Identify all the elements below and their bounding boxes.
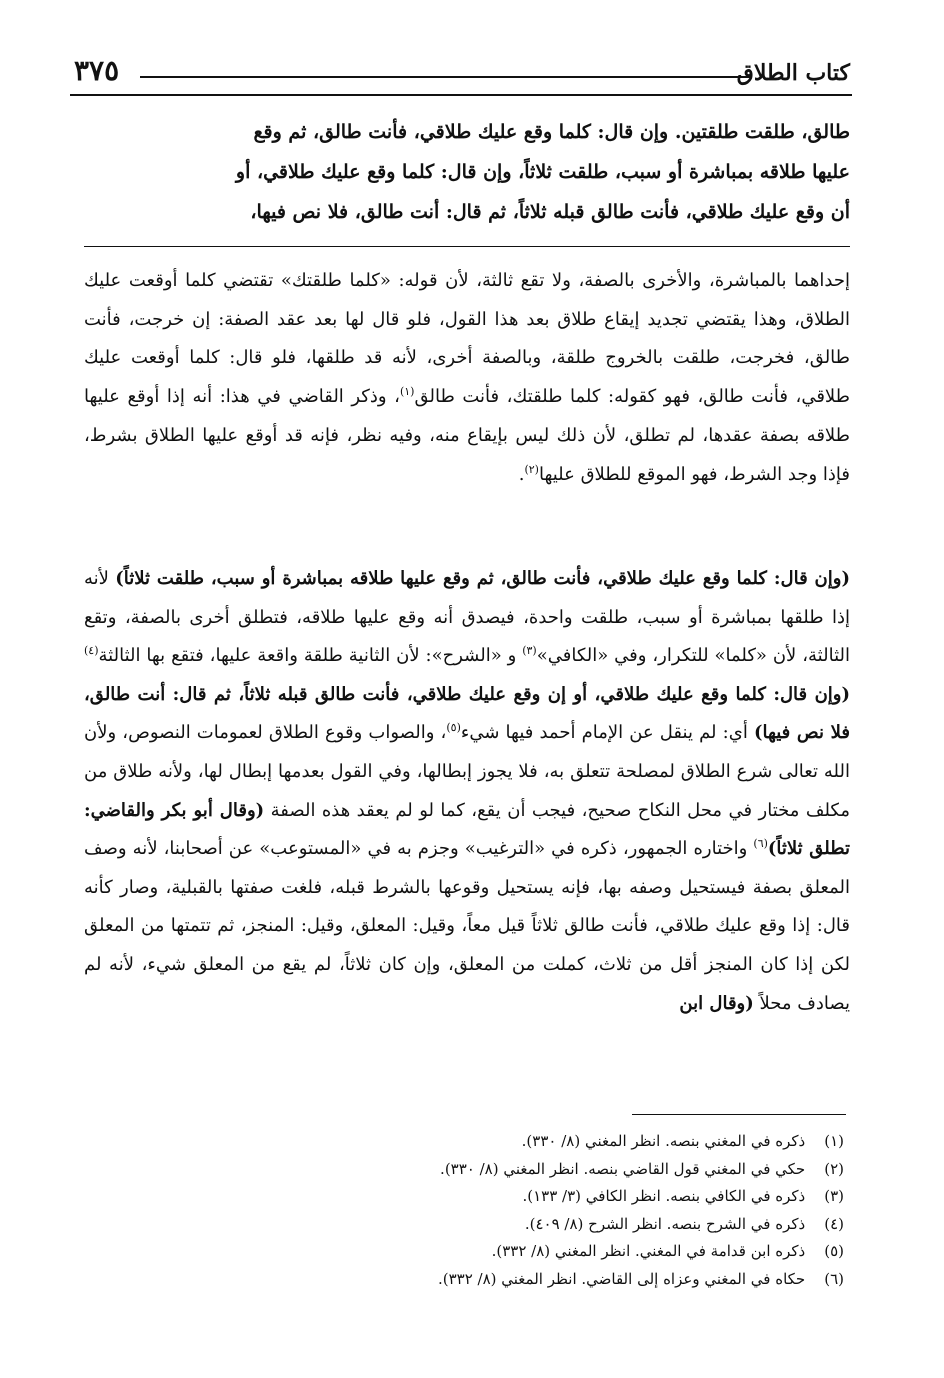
commentary-text: ، وذكر القاضي في هذا: أنه إذا أوقع عليها طلاقه بصفة عقدها، لم تطلق، لأن ذلك ليس بإيقاع منه، وفيه نظر، فإنه قد أوقع عليها الطلاق بشرط، فإذا وجد الشرط، فهو الموقع للطلاق عليها	[84, 386, 850, 485]
footnote-number: (٢)	[824, 1159, 844, 1178]
commentary-paragraph-1	[84, 262, 850, 494]
matn-separator	[84, 246, 850, 247]
quoted-matn: (وقال ابن	[679, 992, 754, 1014]
footnote-text: ذكره في الشرح بنصه. انظر الشرح (٨/ ٤٠٩).	[524, 1214, 806, 1233]
footnote	[438, 1128, 844, 1156]
matn-line: أن وقع عليك طلاقي، فأنت طالق قبله ثلاثاً، ثم قال: أنت طالق، فلا نص فيها،	[250, 201, 850, 223]
footnote-ref: (٤)	[84, 644, 99, 658]
footnote-separator	[632, 1114, 846, 1115]
footnote-text: حكاه في المغني وعزاه إلى القاضي. انظر المغني (٨/ ٣٣٢).	[437, 1269, 806, 1288]
footnote-number: (٦)	[824, 1269, 844, 1288]
footnote-ref: (١)	[399, 385, 415, 399]
commentary-paragraph-2	[84, 560, 850, 1023]
footnote-number: (٤)	[824, 1214, 844, 1233]
quoted-matn: (وقال أبو بكر والقاضي: تطلق ثلاثاً)	[84, 799, 851, 860]
quoted-matn: (وإن قال: كلما وقع عليك طلاقي، أو إن وقع عليك طلاقي، فأنت طالق قبله ثلاثاً، ثم قال: أنت طالق، فلا نص فيها)	[84, 683, 850, 744]
matn-line: عليها طلاقه بمباشرة أو سبب، طلقت ثلاثاً، وإن قال: كلما وقع عليك طلاقي، أو	[235, 161, 850, 183]
footnote-ref: (٣)	[522, 644, 537, 658]
footnote	[438, 1183, 844, 1211]
footnote	[438, 1156, 844, 1184]
header-rule	[140, 76, 752, 78]
commentary-text: أي: لم ينقل عن الإمام أحمد فيها شيء	[460, 722, 754, 744]
footnote-ref: (٦)	[753, 837, 768, 851]
commentary-text: ، والصواب وقوع الطلاق لعمومات النصوص، ولأن الله تعالى شرع الطلاق لمصلحة تتعلق به، فلا يجوز إبطالها، وفي القول بعدمها إبطال لها، ولأنه طلاق من مكلف مختار في محل النكاح صحيح، فيجب أن يقع، كما لو لم يعقد هذه الصفة	[84, 722, 850, 821]
footnote-number: (٣)	[824, 1187, 844, 1205]
footnote	[438, 1266, 844, 1294]
matn-line: طالق، طلقت طلقتين. وإن قال: كلما وقع عليك طلاقي، فأنت طالق، ثم وقع	[253, 121, 850, 143]
footnote-number: (٥)	[824, 1242, 844, 1260]
footnote-ref: (٢)	[524, 462, 539, 476]
running-title: كتاب الطلاق	[736, 60, 850, 86]
footnote-text: ذكره في الكافي بنصه. انظر الكافي (٣/ ١٣٣).	[522, 1187, 806, 1205]
commentary-text: و «الشرح»: لأن الثانية طلقة واقعة عليها، فتقع بها الثالثة	[98, 645, 523, 667]
header-bottom-rule	[70, 94, 852, 96]
footnote	[438, 1238, 844, 1266]
page-number: ٣٧٥	[74, 54, 120, 87]
footnote-text: ذكره ابن قدامة في المغني. انظر المغني (٨/ ٣٣٢).	[491, 1242, 806, 1260]
footnote-number: (١)	[824, 1132, 844, 1150]
footnotes	[438, 1128, 844, 1293]
commentary-text: لأنه إذا طلقها بمباشرة أو سبب، طلقت واحدة، فيصدق أنه وقع عليها طلاقه، فتطلق أخرى بالصفة، وتقع الثالثة، لأن «كلما» للتكرار، وفي «الكافي»	[84, 568, 850, 667]
footnote	[438, 1211, 844, 1239]
matn-text	[84, 112, 850, 232]
footnote-text: حكي في المغني قول القاضي بنصه. انظر المغني (٨/ ٣٣٠).	[440, 1159, 806, 1178]
footnote-ref: (٥)	[446, 721, 461, 735]
page-header	[70, 52, 852, 96]
quoted-matn: (وإن قال: كلما وقع عليك طلاقي، فأنت طالق، ثم وقع عليها طلاقه بمباشرة أو سبب، طلقت ثلاثاً)	[115, 568, 850, 589]
commentary-text: .	[518, 463, 525, 485]
commentary-text: إحداهما بالمباشرة، والأخرى بالصفة، ولا تقع ثالثة، لأن قوله: «كلما طلقتك» تقتضي كلما أوقعت عليك الطلاق، وهذا يقتضي تجديد إيقاع طلاق بعد هذا القول، فلو قال لها بعد عقد الصفة: إن خرجت، فأنت طالق، فخرجت، طلقت بالخروج طلقة، وبالصفة أخرى، لأنه قد طلقها، فلو قال: كلما أوقعت عليك طلاقي، فأنت طالق، فهو كقوله: كلما طلقتك، فأنت طالق	[84, 270, 850, 408]
commentary-text: واختاره الجمهور، ذكره في «الترغيب» وجزم به في «المستوعب» عن أصحابنا، لأنه وصف المعلق بصفة فيستحيل وصفه بها، فإنه يستحيل وقوعها بالشرط قبله، فلغت صفتها بالقبلية، وصار كأنه قال: إذا وقع عليك طلاقي، فأنت طالق ثلاثاً قيل معاً، وقيل: المعلق، وقيل: المنجز، ثم تتمتها من المعلق لكن إذا كان المنجز أقل من ثلاث، كملت من المعلق، وإن كان ثلاثاً، لم يقع من المعلق شيء، لأنه لم يصادف محلاً	[84, 838, 850, 1014]
footnote-text: ذكره في المغني بنصه. انظر المغني (٨/ ٣٣٠).	[521, 1132, 806, 1150]
